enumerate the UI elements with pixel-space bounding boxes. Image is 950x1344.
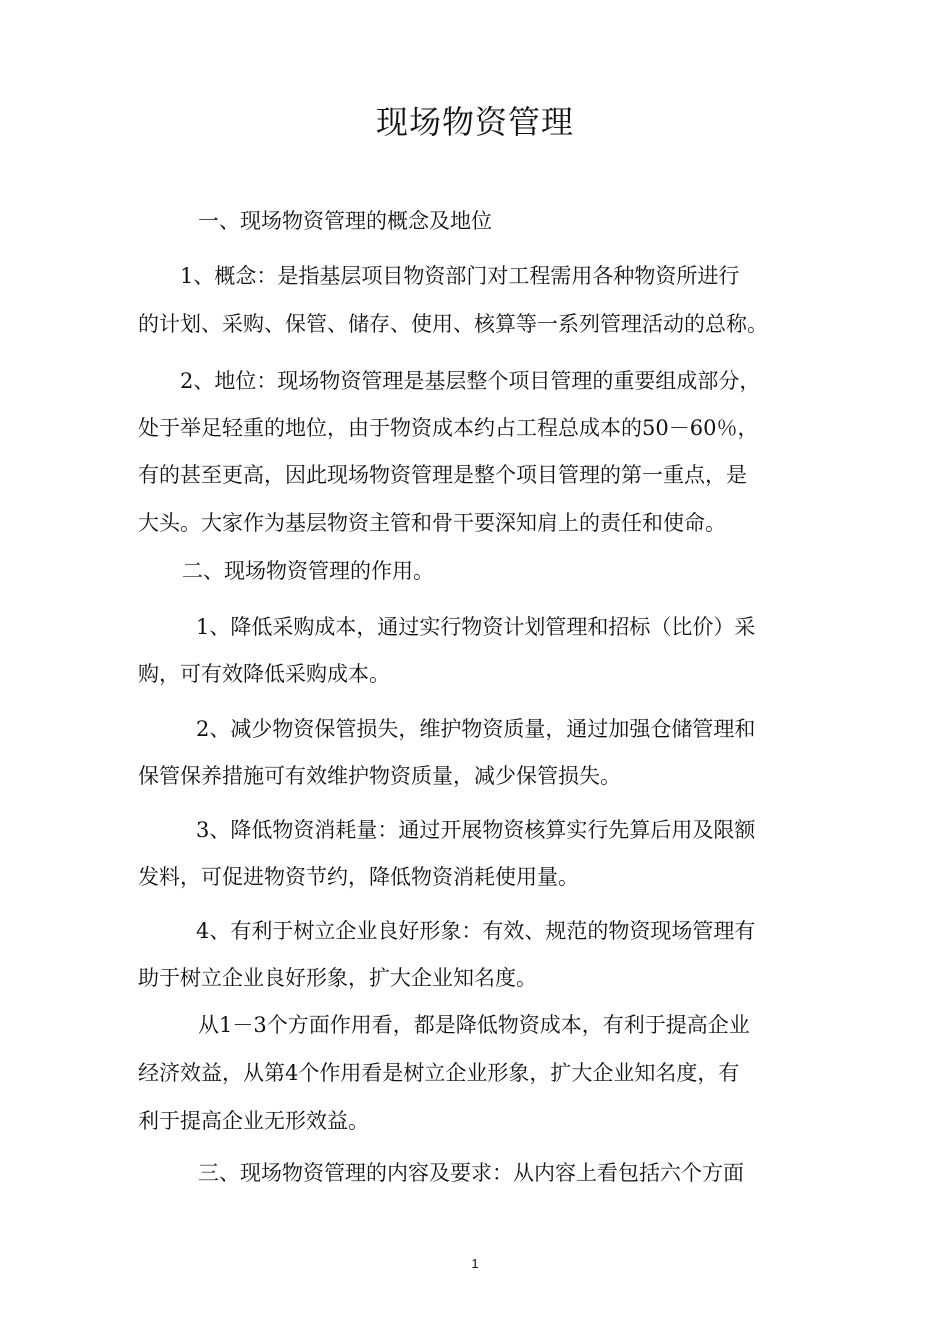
paragraph-line: 处于举足轻重的地位，由于物资成本约占工程总成本的50－60％， xyxy=(138,416,759,440)
page-number: 1 xyxy=(471,1256,479,1271)
paragraph-line: 2、减少物资保管损失，维护物资质量，通过加强仓储管理和 xyxy=(196,717,756,741)
paragraph-line: 有的甚至更高，因此现场物资管理是整个项目管理的第一重点，是 xyxy=(138,463,747,487)
paragraph-line: 1、降低采购成本，通过实行物资计划管理和招标（比价）采 xyxy=(196,615,756,639)
paragraph-line: 的计划、采购、保管、储存、使用、核算等一系列管理活动的总称。 xyxy=(138,312,768,336)
paragraph-line: 经济效益，从第4个作用看是树立企业形象，扩大企业知名度，有 xyxy=(138,1061,740,1085)
paragraph-line: 从1－3个方面作用看，都是降低物资成本，有利于提高企业 xyxy=(198,1013,750,1037)
heading-section-2: 二、现场物资管理的作用。 xyxy=(182,559,434,583)
paragraph-line: 助于树立企业良好形象，扩大企业知名度。 xyxy=(138,966,537,990)
paragraph-line: 保管保养措施可有效维护物资质量，减少保管损失。 xyxy=(138,764,621,788)
document-title: 现场物资管理 xyxy=(375,103,574,141)
paragraph-line: 利于提高企业无形效益。 xyxy=(138,1109,369,1133)
paragraph-line: 3、降低物资消耗量：通过开展物资核算实行先算后用及限额 xyxy=(196,818,756,842)
heading-section-3: 三、现场物资管理的内容及要求：从内容上看包括六个方面 xyxy=(198,1161,744,1185)
heading-section-1: 一、现场物资管理的概念及地位 xyxy=(198,209,492,233)
paragraph-line: 购，可有效降低采购成本。 xyxy=(138,662,390,686)
paragraph-line: 2、地位：现场物资管理是基层整个项目管理的重要组成部分， xyxy=(180,369,761,393)
paragraph-line: 大头。大家作为基层物资主管和骨干要深知肩上的责任和使命。 xyxy=(138,511,726,535)
paragraph-line: 1、概念：是指基层项目物资部门对工程需用各种物资所进行 xyxy=(180,264,740,288)
paragraph-line: 发料，可促进物资节约，降低物资消耗使用量。 xyxy=(138,865,579,889)
paragraph-line: 4、有利于树立企业良好形象：有效、规范的物资现场管理有 xyxy=(196,919,756,943)
